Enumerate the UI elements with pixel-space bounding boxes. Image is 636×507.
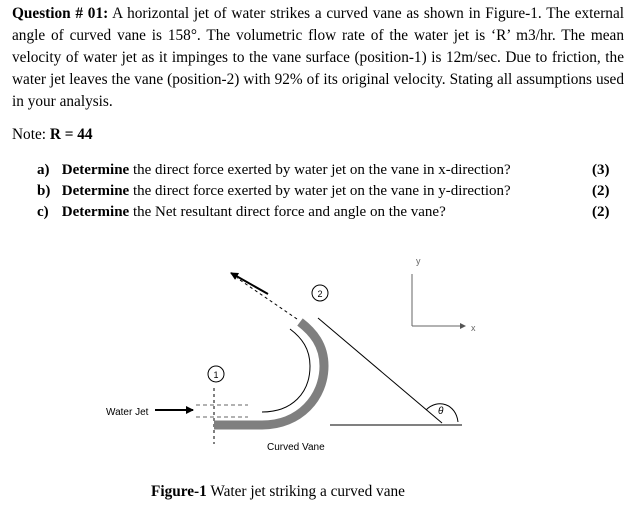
y-axis-label: y — [416, 256, 421, 266]
figure-caption-text: Water jet striking a curved vane — [210, 483, 405, 500]
task-c-keyword: Determine — [61, 204, 130, 220]
task-b-marks: (2) — [592, 183, 610, 199]
note-label: Note: — [12, 126, 46, 143]
task-b-text: the direct force exerted by water jet on the vane in y-direction? — [132, 183, 511, 199]
question-body: A horizontal jet of water strikes a curved vane as shown in Figure-1. The external angle of curved vane is 158°. The volumetric flow rate of the water jet is ‘R’ m3/hr. The mean velocity of water jet as it impinges to the vane surface (position-1) is 12m/sec. Due to friction, the water jet leaves the vane (position-2) with 92% of its original velocity. Stating all assumptions used in your analysis. — [12, 5, 624, 110]
task-c-label: c) — [37, 204, 49, 220]
task-b-keyword: Determine — [61, 183, 130, 199]
task-a-marks: (3) — [592, 162, 610, 178]
angle-theta-label: θ — [438, 406, 444, 417]
task-a-text: the direct force exerted by water jet on the vane in x-direction? — [132, 162, 511, 178]
water-jet-label: Water Jet — [106, 407, 149, 418]
curved-vane — [214, 322, 324, 425]
task-c-marks: (2) — [592, 204, 610, 220]
figure-caption-bold: Figure-1 — [151, 483, 207, 500]
note-value: R = 44 — [49, 126, 93, 143]
question-heading: Question # 01: — [12, 5, 109, 22]
task-a-label: a) — [37, 162, 50, 178]
vane-tangent-line — [318, 318, 442, 423]
task-c-text: the Net resultant direct force and angle on the vane? — [132, 204, 446, 220]
task-b-label: b) — [37, 183, 51, 199]
task-a-keyword: Determine — [61, 162, 130, 178]
jet-flow-on-vane — [262, 329, 310, 412]
exit-dashed-line — [237, 278, 297, 319]
exit-jet-arrow — [231, 273, 268, 294]
figure-caption — [151, 483, 405, 501]
curved-vane-label: Curved Vane — [267, 442, 325, 453]
position1-label: 1 — [213, 370, 219, 380]
position2-label: 2 — [317, 289, 323, 299]
x-axis-label: x — [471, 323, 476, 333]
